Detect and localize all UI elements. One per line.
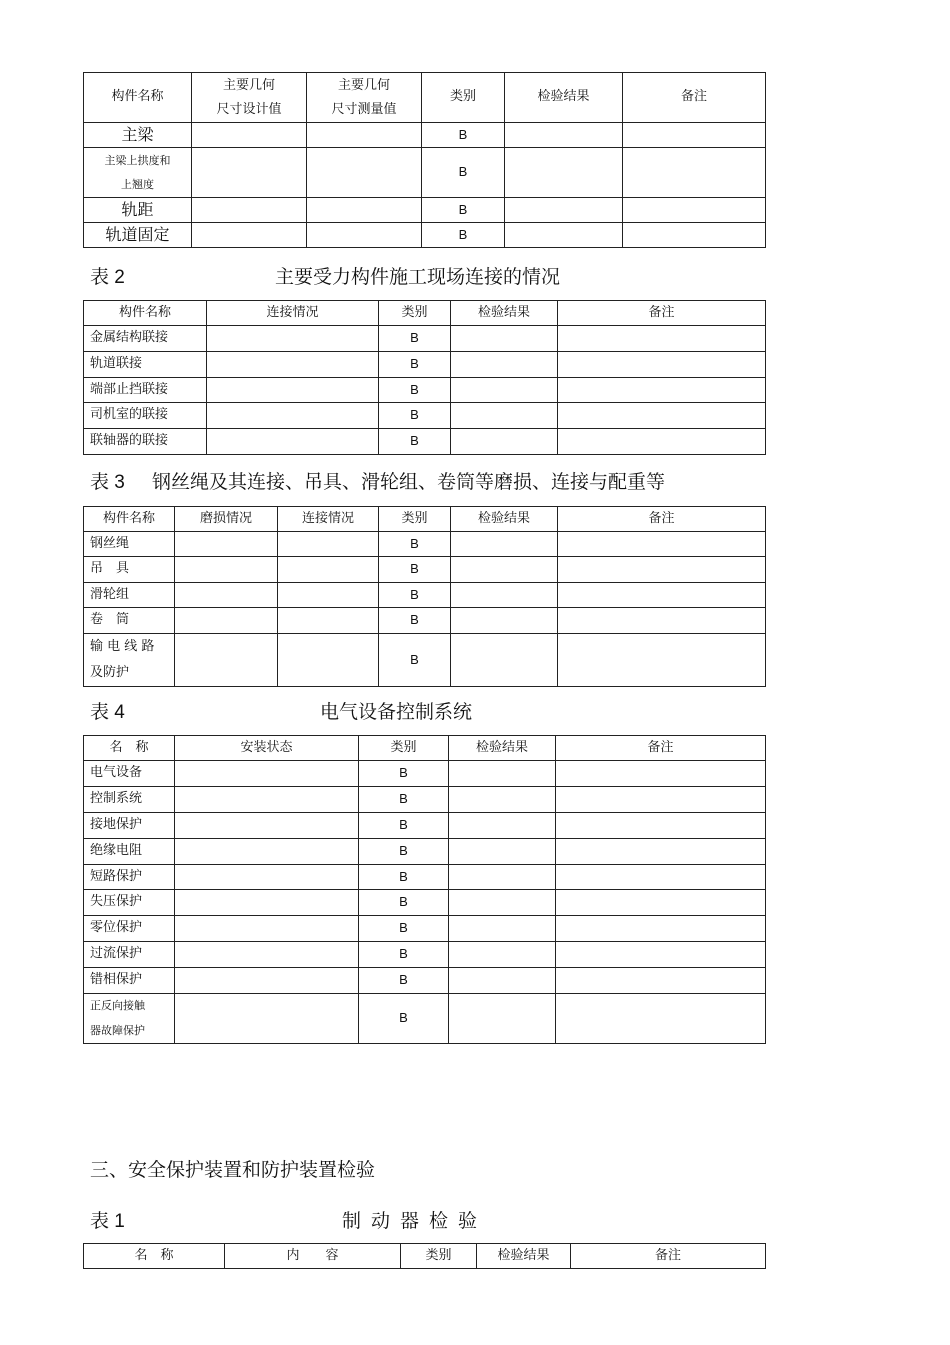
table-row (84, 608, 766, 634)
table-row (84, 916, 766, 942)
row-name (84, 634, 175, 687)
section-heading: 三、安全保护装置和防护装置检验 (90, 1159, 376, 1181)
row-name: 卷 筒 (84, 608, 175, 634)
empty-cell (558, 378, 766, 403)
empty-cell (175, 890, 359, 916)
row-name-line: 正反向接触 (90, 999, 145, 1013)
row-category: B (422, 198, 505, 223)
row-category: B (379, 608, 451, 634)
empty-cell (556, 890, 766, 916)
header-cell: 名 称 (84, 1244, 225, 1269)
row-category: B (359, 994, 449, 1044)
empty-cell (175, 583, 278, 608)
empty-cell (449, 994, 556, 1044)
table-label: 表 1 (90, 1211, 125, 1232)
empty-cell (192, 123, 307, 148)
row-category: B (359, 942, 449, 968)
row-name: 短路保护 (84, 865, 175, 890)
empty-cell (556, 865, 766, 890)
empty-cell (451, 608, 558, 634)
header-cell: 备注 (571, 1244, 766, 1269)
row-name: 轨道固定 (84, 223, 192, 248)
table-brake-inspection (83, 1243, 766, 1269)
empty-cell (449, 865, 556, 890)
table-header-row (84, 1244, 766, 1269)
row-name: 控制系统 (84, 787, 175, 813)
empty-cell (449, 916, 556, 942)
header-cell: 类别 (379, 301, 451, 326)
empty-cell (558, 532, 766, 557)
empty-cell (175, 634, 278, 687)
empty-cell (307, 148, 422, 198)
empty-cell (307, 123, 422, 148)
row-name: 司机室的联接 (84, 403, 207, 429)
empty-cell (558, 326, 766, 352)
table-caption (90, 467, 125, 494)
row-category: B (422, 223, 505, 248)
table-title: 钢丝绳及其连接、吊具、滑轮组、卷筒等磨损、连接与配重等 (152, 471, 666, 493)
row-category: B (359, 813, 449, 839)
empty-cell (623, 198, 766, 223)
empty-cell (556, 994, 766, 1044)
empty-cell (556, 916, 766, 942)
row-category: B (379, 634, 451, 687)
empty-cell (207, 352, 379, 378)
empty-cell (558, 608, 766, 634)
row-name (84, 148, 192, 198)
table-main-dimensions (83, 72, 766, 248)
empty-cell (307, 198, 422, 223)
row-name: 失压保护 (84, 890, 175, 916)
table-row (84, 968, 766, 994)
table-row (84, 942, 766, 968)
row-category: B (379, 557, 451, 583)
table-row (84, 532, 766, 557)
row-name: 错相保护 (84, 968, 175, 994)
empty-cell (175, 557, 278, 583)
empty-cell (558, 403, 766, 429)
table-label: 表 3 (90, 472, 125, 493)
row-name: 吊 具 (84, 557, 175, 583)
empty-cell (556, 968, 766, 994)
table-label: 表 4 (90, 702, 125, 723)
row-category: B (379, 403, 451, 429)
empty-cell (192, 198, 307, 223)
table-row (84, 994, 766, 1044)
row-name: 钢丝绳 (84, 532, 175, 557)
header-cell: 检验结果 (477, 1244, 571, 1269)
table-title: 制动器检验 (342, 1210, 488, 1232)
empty-cell (175, 916, 359, 942)
header-cell: 名 称 (84, 736, 175, 761)
row-category: B (359, 916, 449, 942)
empty-cell (175, 839, 359, 865)
header-cell: 类别 (401, 1244, 477, 1269)
header-cell (307, 73, 422, 123)
table-row (84, 148, 766, 198)
empty-cell (623, 223, 766, 248)
empty-cell (556, 813, 766, 839)
row-name: 过流保护 (84, 942, 175, 968)
row-name-line: 上翘度 (121, 177, 154, 191)
empty-cell (307, 223, 422, 248)
table-label: 表 2 (90, 267, 125, 288)
header-cell: 内 容 (225, 1244, 401, 1269)
table-header-row (84, 507, 766, 532)
row-category: B (379, 378, 451, 403)
empty-cell (449, 813, 556, 839)
empty-cell (451, 583, 558, 608)
empty-cell (505, 198, 623, 223)
header-cell: 连接情况 (207, 301, 379, 326)
empty-cell (449, 968, 556, 994)
row-name: 端部止挡联接 (84, 378, 207, 403)
empty-cell (451, 634, 558, 687)
empty-cell (175, 813, 359, 839)
empty-cell (505, 223, 623, 248)
row-category: B (359, 839, 449, 865)
empty-cell (449, 839, 556, 865)
row-name: 联轴器的联接 (84, 429, 207, 455)
table-row (84, 890, 766, 916)
table-title: 主要受力构件施工现场连接的情况 (275, 266, 561, 288)
empty-cell (558, 634, 766, 687)
empty-cell (556, 761, 766, 787)
row-name-line: 及防护 (90, 665, 130, 680)
table-row (84, 378, 766, 403)
table-row (84, 583, 766, 608)
row-name: 电气设备 (84, 761, 175, 787)
row-name (84, 994, 175, 1044)
empty-cell (451, 403, 558, 429)
table-wire-rope-wear (83, 506, 766, 687)
empty-cell (556, 839, 766, 865)
row-category: B (379, 532, 451, 557)
row-category: B (359, 968, 449, 994)
row-name: 主梁 (84, 123, 192, 148)
table-title: 电气设备控制系统 (320, 701, 473, 723)
empty-cell (207, 326, 379, 352)
header-line: 尺寸测量值 (331, 101, 397, 117)
header-cell: 备注 (556, 736, 766, 761)
table-row (84, 429, 766, 455)
header-cell: 类别 (379, 507, 451, 532)
row-category: B (359, 890, 449, 916)
header-line: 尺寸设计值 (216, 101, 282, 117)
empty-cell (558, 557, 766, 583)
table-header-row (84, 736, 766, 761)
empty-cell (192, 148, 307, 198)
empty-cell (449, 890, 556, 916)
row-category: B (379, 583, 451, 608)
empty-cell (558, 429, 766, 455)
empty-cell (449, 787, 556, 813)
empty-cell (451, 532, 558, 557)
empty-cell (278, 532, 379, 557)
row-name-line: 主梁上拱度和 (104, 154, 171, 168)
table-row (84, 634, 766, 687)
row-name: 绝缘电阻 (84, 839, 175, 865)
empty-cell (278, 634, 379, 687)
empty-cell (558, 352, 766, 378)
header-cell: 检验结果 (451, 301, 558, 326)
empty-cell (175, 942, 359, 968)
header-cell: 构件名称 (84, 301, 207, 326)
empty-cell (623, 123, 766, 148)
table-row (84, 839, 766, 865)
header-cell: 检验结果 (449, 736, 556, 761)
header-cell: 类别 (422, 73, 505, 123)
empty-cell (623, 148, 766, 198)
header-cell: 备注 (558, 507, 766, 532)
table-row (84, 223, 766, 248)
empty-cell (175, 532, 278, 557)
empty-cell (451, 429, 558, 455)
empty-cell (505, 123, 623, 148)
empty-cell (449, 942, 556, 968)
header-cell: 构件名称 (84, 507, 175, 532)
table-row (84, 352, 766, 378)
header-cell: 连接情况 (278, 507, 379, 532)
empty-cell (207, 429, 379, 455)
table-row (84, 326, 766, 352)
table-row (84, 403, 766, 429)
row-name: 滑轮组 (84, 583, 175, 608)
empty-cell (175, 968, 359, 994)
empty-cell (175, 608, 278, 634)
header-cell (192, 73, 307, 123)
empty-cell (556, 942, 766, 968)
empty-cell (175, 994, 359, 1044)
header-cell: 类别 (359, 736, 449, 761)
empty-cell (278, 608, 379, 634)
table-header-row (84, 73, 766, 123)
empty-cell (451, 378, 558, 403)
empty-cell (558, 583, 766, 608)
row-category: B (422, 148, 505, 198)
table-row (84, 198, 766, 223)
empty-cell (505, 148, 623, 198)
table-row (84, 761, 766, 787)
row-name: 轨距 (84, 198, 192, 223)
empty-cell (175, 865, 359, 890)
table-row (84, 123, 766, 148)
empty-cell (192, 223, 307, 248)
row-category: B (359, 761, 449, 787)
table-electrical-control (83, 735, 766, 1044)
row-name-line: 输 电 线 路 (90, 639, 155, 654)
empty-cell (175, 787, 359, 813)
header-cell: 构件名称 (84, 73, 192, 123)
header-cell: 检验结果 (505, 73, 623, 123)
row-name-line: 器故障保护 (90, 1023, 145, 1037)
row-name: 接地保护 (84, 813, 175, 839)
row-name: 轨道联接 (84, 352, 207, 378)
header-cell: 备注 (558, 301, 766, 326)
table-caption (90, 697, 125, 724)
row-name: 金属结构联接 (84, 326, 207, 352)
table-row (84, 787, 766, 813)
empty-cell (451, 352, 558, 378)
empty-cell (175, 761, 359, 787)
empty-cell (207, 378, 379, 403)
row-category: B (359, 865, 449, 890)
table-row (84, 813, 766, 839)
empty-cell (207, 403, 379, 429)
table-row (84, 865, 766, 890)
empty-cell (278, 583, 379, 608)
table-row (84, 557, 766, 583)
row-category: B (422, 123, 505, 148)
empty-cell (451, 557, 558, 583)
table-site-connections (83, 300, 766, 455)
empty-cell (449, 761, 556, 787)
header-cell: 磨损情况 (175, 507, 278, 532)
header-line: 主要几何 (222, 78, 275, 94)
header-cell: 检验结果 (451, 507, 558, 532)
table-caption (90, 262, 125, 289)
header-cell: 备注 (623, 73, 766, 123)
empty-cell (451, 326, 558, 352)
row-category: B (379, 352, 451, 378)
empty-cell (556, 787, 766, 813)
empty-cell (278, 557, 379, 583)
header-line: 主要几何 (337, 78, 390, 94)
header-cell: 安装状态 (175, 736, 359, 761)
table-caption (90, 1206, 125, 1233)
row-category: B (379, 326, 451, 352)
row-category: B (359, 787, 449, 813)
table-header-row (84, 301, 766, 326)
row-category: B (379, 429, 451, 455)
row-name: 零位保护 (84, 916, 175, 942)
